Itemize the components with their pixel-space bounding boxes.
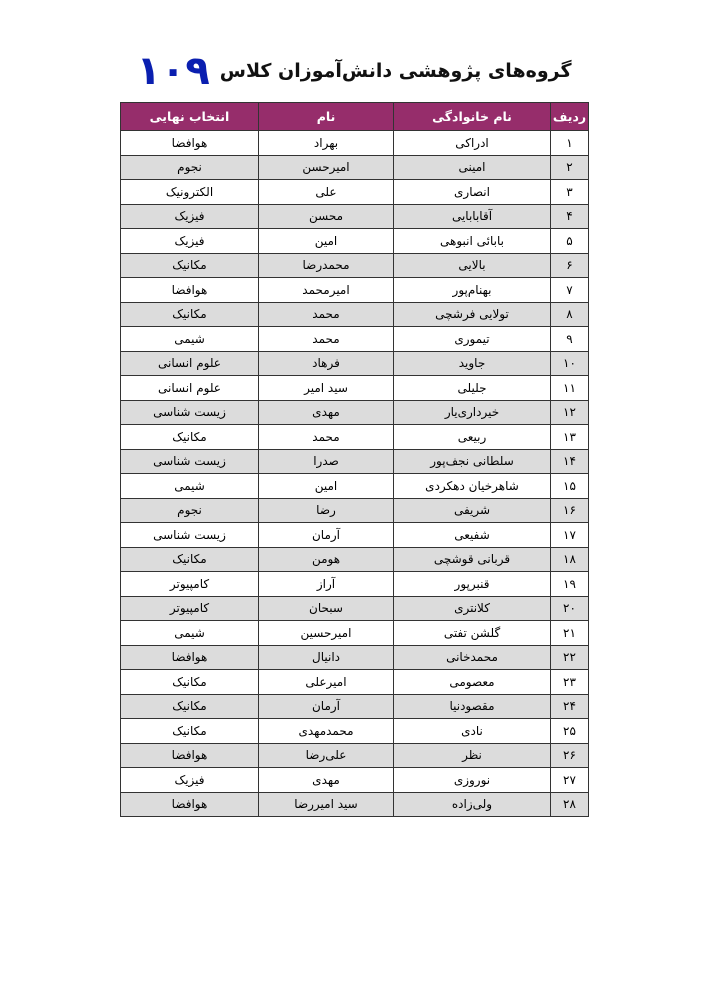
first-name-cell: سید امیررضا	[259, 792, 394, 817]
last-name-cell: کلانتری	[394, 596, 551, 621]
first-name-cell: آرمان	[259, 523, 394, 548]
header-row-number: ردیف	[551, 103, 589, 131]
last-name-cell: قربانی قوشچی	[394, 547, 551, 572]
row-number-cell: ۲۷	[551, 768, 589, 793]
row-number-cell: ۸	[551, 302, 589, 327]
table-row	[121, 351, 589, 376]
first-name-cell: رضا	[259, 498, 394, 523]
table-row	[121, 253, 589, 278]
row-number-cell: ۱۸	[551, 547, 589, 572]
table-row	[121, 155, 589, 180]
final-choice-cell: فیزیک	[121, 768, 259, 793]
first-name-cell: محسن	[259, 204, 394, 229]
table-row	[121, 768, 589, 793]
row-number-cell: ۲۱	[551, 621, 589, 646]
last-name-cell: شفیعی	[394, 523, 551, 548]
last-name-cell: قنبرپور	[394, 572, 551, 597]
last-name-cell: جلیلی	[394, 376, 551, 401]
first-name-cell: امین	[259, 229, 394, 254]
row-number-cell: ۵	[551, 229, 589, 254]
table-row	[121, 547, 589, 572]
final-choice-cell: هوافضا	[121, 792, 259, 817]
final-choice-cell: مکانیک	[121, 425, 259, 450]
final-choice-cell: زیست شناسی	[121, 449, 259, 474]
table-row	[121, 743, 589, 768]
row-number-cell: ۱۷	[551, 523, 589, 548]
row-number-cell: ۲۸	[551, 792, 589, 817]
last-name-cell: انصاری	[394, 180, 551, 205]
table-row	[121, 327, 589, 352]
final-choice-cell: شیمی	[121, 327, 259, 352]
table-row	[121, 670, 589, 695]
row-number-cell: ۱۶	[551, 498, 589, 523]
final-choice-cell: شیمی	[121, 621, 259, 646]
table-row	[121, 449, 589, 474]
last-name-cell: ربیعی	[394, 425, 551, 450]
table-row	[121, 572, 589, 597]
first-name-cell: دانیال	[259, 645, 394, 670]
final-choice-cell: مکانیک	[121, 253, 259, 278]
row-number-cell: ۱۰	[551, 351, 589, 376]
row-number-cell: ۹	[551, 327, 589, 352]
first-name-cell: مهدی	[259, 768, 394, 793]
last-name-cell: تولایی فرشچی	[394, 302, 551, 327]
first-name-cell: بهراد	[259, 131, 394, 156]
row-number-cell: ۱۵	[551, 474, 589, 499]
header-last-name: نام خانوادگی	[394, 103, 551, 131]
first-name-cell: امیرحسن	[259, 155, 394, 180]
row-number-cell: ۲۶	[551, 743, 589, 768]
table-row	[121, 180, 589, 205]
row-number-cell: ۲۵	[551, 719, 589, 744]
table-row	[121, 400, 589, 425]
final-choice-cell: الکترونیک	[121, 180, 259, 205]
row-number-cell: ۱	[551, 131, 589, 156]
row-number-cell: ۶	[551, 253, 589, 278]
table-row	[121, 719, 589, 744]
row-number-cell: ۱۹	[551, 572, 589, 597]
header-final-choice: انتخاب نهایی	[121, 103, 259, 131]
student-research-groups-table	[120, 102, 589, 817]
final-choice-cell: فیزیک	[121, 204, 259, 229]
first-name-cell: محمد	[259, 302, 394, 327]
row-number-cell: ۲	[551, 155, 589, 180]
last-name-cell: بهنام‌پور	[394, 278, 551, 303]
table-row	[121, 645, 589, 670]
final-choice-cell: هوافضا	[121, 743, 259, 768]
table-row	[121, 376, 589, 401]
last-name-cell: محمدخانی	[394, 645, 551, 670]
row-number-cell: ۷	[551, 278, 589, 303]
final-choice-cell: مکانیک	[121, 694, 259, 719]
final-choice-cell: زیست شناسی	[121, 523, 259, 548]
final-choice-cell: علوم انسانی	[121, 351, 259, 376]
class-number: ۱۰۹	[136, 48, 210, 94]
row-number-cell: ۴	[551, 204, 589, 229]
first-name-cell: هومن	[259, 547, 394, 572]
final-choice-cell: نجوم	[121, 498, 259, 523]
row-number-cell: ۳	[551, 180, 589, 205]
row-number-cell: ۲۲	[551, 645, 589, 670]
first-name-cell: محمدرضا	[259, 253, 394, 278]
table-header-row	[121, 103, 589, 131]
first-name-cell: صدرا	[259, 449, 394, 474]
table-row	[121, 302, 589, 327]
last-name-cell: امینی	[394, 155, 551, 180]
row-number-cell: ۱۴	[551, 449, 589, 474]
final-choice-cell: فیزیک	[121, 229, 259, 254]
last-name-cell: نوروزی	[394, 768, 551, 793]
last-name-cell: شریفی	[394, 498, 551, 523]
first-name-cell: محمد	[259, 327, 394, 352]
header-first-name: نام	[259, 103, 394, 131]
row-number-cell: ۲۰	[551, 596, 589, 621]
final-choice-cell: هوافضا	[121, 278, 259, 303]
final-choice-cell: کامپیوتر	[121, 596, 259, 621]
final-choice-cell: مکانیک	[121, 547, 259, 572]
final-choice-cell: هوافضا	[121, 131, 259, 156]
table-row	[121, 425, 589, 450]
last-name-cell: خیرداری‌یار	[394, 400, 551, 425]
first-name-cell: سبحان	[259, 596, 394, 621]
first-name-cell: فرهاد	[259, 351, 394, 376]
table-row	[121, 131, 589, 156]
final-choice-cell: مکانیک	[121, 302, 259, 327]
final-choice-cell: کامپیوتر	[121, 572, 259, 597]
last-name-cell: ولی‌زاده	[394, 792, 551, 817]
first-name-cell: علی‌رضا	[259, 743, 394, 768]
last-name-cell: نادی	[394, 719, 551, 744]
first-name-cell: آرمان	[259, 694, 394, 719]
last-name-cell: ادراکی	[394, 131, 551, 156]
last-name-cell: شاهرخیان دهکردی	[394, 474, 551, 499]
final-choice-cell: علوم انسانی	[121, 376, 259, 401]
table-row	[121, 498, 589, 523]
first-name-cell: امین	[259, 474, 394, 499]
final-choice-cell: هوافضا	[121, 645, 259, 670]
final-choice-cell: مکانیک	[121, 719, 259, 744]
row-number-cell: ۱۱	[551, 376, 589, 401]
title-text: گروه‌های پژوهشی دانش‌آموزان کلاس	[219, 60, 572, 82]
last-name-cell: آقابابایی	[394, 204, 551, 229]
last-name-cell: سلطانی نجف‌پور	[394, 449, 551, 474]
table-row	[121, 523, 589, 548]
first-name-cell: علی	[259, 180, 394, 205]
table-row	[121, 474, 589, 499]
last-name-cell: گلشن تفتی	[394, 621, 551, 646]
first-name-cell: آراز	[259, 572, 394, 597]
final-choice-cell: شیمی	[121, 474, 259, 499]
last-name-cell: جاوید	[394, 351, 551, 376]
table-row	[121, 621, 589, 646]
row-number-cell: ۱۲	[551, 400, 589, 425]
final-choice-cell: نجوم	[121, 155, 259, 180]
page-title	[120, 46, 588, 96]
table-row	[121, 596, 589, 621]
last-name-cell: بابائی انبوهی	[394, 229, 551, 254]
first-name-cell: محمد	[259, 425, 394, 450]
last-name-cell: تیموری	[394, 327, 551, 352]
first-name-cell: امیرحسین	[259, 621, 394, 646]
first-name-cell: امیرمحمد	[259, 278, 394, 303]
table-row	[121, 792, 589, 817]
first-name-cell: محمدمهدی	[259, 719, 394, 744]
table-row	[121, 204, 589, 229]
row-number-cell: ۲۴	[551, 694, 589, 719]
first-name-cell: سید امیر	[259, 376, 394, 401]
table-row	[121, 278, 589, 303]
first-name-cell: مهدی	[259, 400, 394, 425]
last-name-cell: نظر	[394, 743, 551, 768]
final-choice-cell: زیست شناسی	[121, 400, 259, 425]
table-row	[121, 229, 589, 254]
table-row	[121, 694, 589, 719]
last-name-cell: معصومی	[394, 670, 551, 695]
row-number-cell: ۱۳	[551, 425, 589, 450]
first-name-cell: امیرعلی	[259, 670, 394, 695]
final-choice-cell: مکانیک	[121, 670, 259, 695]
row-number-cell: ۲۳	[551, 670, 589, 695]
last-name-cell: مقصودنیا	[394, 694, 551, 719]
table-body	[121, 131, 589, 817]
last-name-cell: بالایی	[394, 253, 551, 278]
